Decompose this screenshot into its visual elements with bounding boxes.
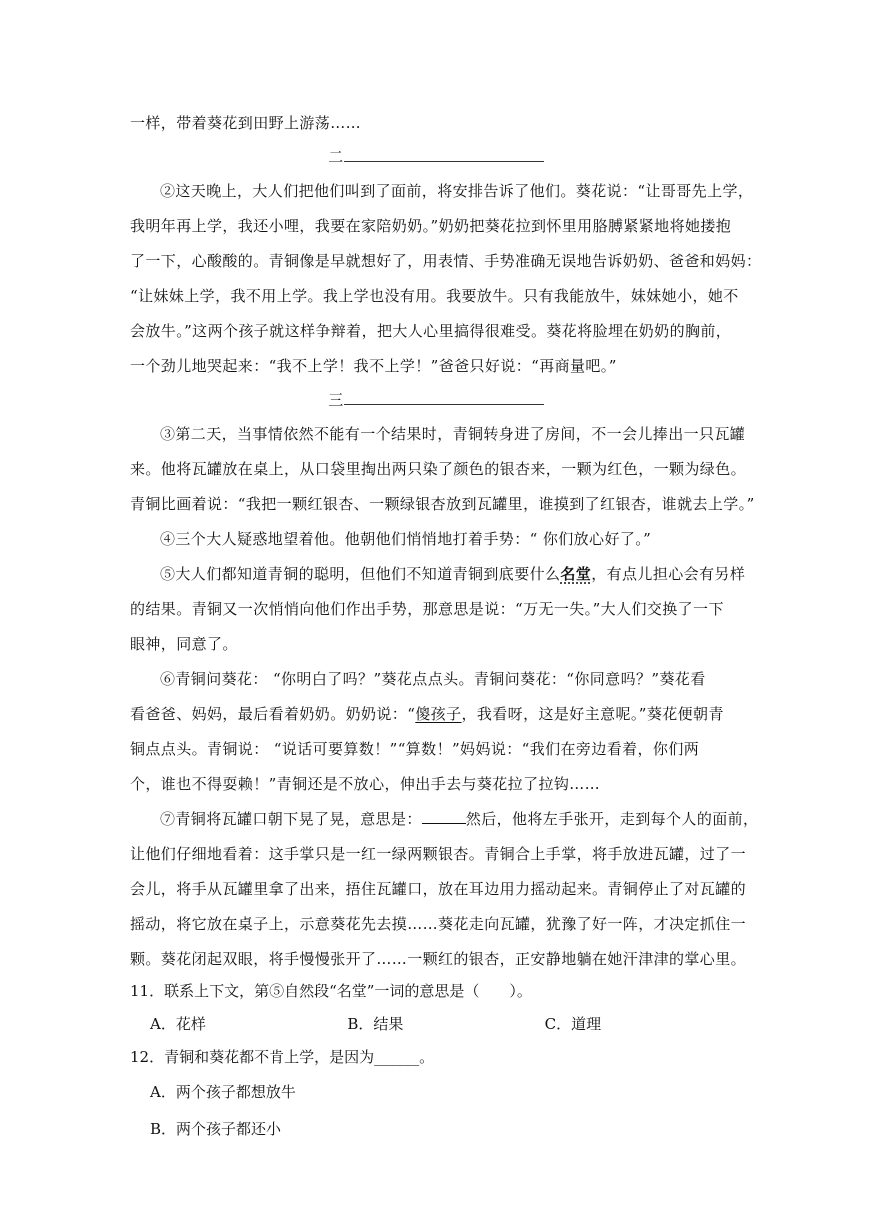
text-run: ，我看呀，这是好主意呢。”葵花便朝青 — [461, 705, 724, 723]
passage-line: 一样，带着葵花到田野上游荡…… — [130, 114, 362, 132]
question-12: 12．青铜和葵花都不肯上学，是因为______。 — [130, 1048, 435, 1066]
passage-line: 让他们仔细地看着：这手掌只是一红一绿两颗银杏。青铜合上手掌，将手放进瓦罐，过了一 — [130, 845, 747, 863]
passage-line: 一个劲儿地哭起来：“我不上学！我不上学！”爸爸只好说：“再商量吧。” — [130, 357, 617, 375]
passage-line: 颗。葵花闭起双眼，将手慢慢张开了……一颗红的银杏，正安静地躺在她汗津津的掌心里。 — [130, 950, 747, 968]
passage-line: 青铜比画着说：“我把一颗红银杏、一颗绿银杏放到瓦罐里，谁摸到了红银杏，谁就去上学。” — [130, 495, 755, 513]
emphasized-word: 名堂 — [560, 565, 592, 583]
title-blank[interactable] — [344, 144, 544, 162]
option-c[interactable]: C．道理 — [544, 1015, 602, 1033]
passage-line: 的结果。青铜又一次悄悄向他们作出手势，那意思是说：“万无一失。”大人们交换了一下 — [130, 600, 724, 618]
text-run: 然后，他将左手张开，走到每个人的面前， — [465, 810, 759, 828]
text-run: ⑦青铜将瓦罐口朝下晃了晃，意思是： — [160, 810, 422, 828]
question-11-options — [130, 1008, 742, 1041]
passage-line: 眼神，同意了。 — [130, 635, 238, 653]
option-a[interactable]: A．花样 — [150, 1015, 206, 1033]
text-run: ，有点儿担心会有另样 — [591, 565, 746, 583]
section-heading-3 — [130, 382, 742, 419]
underlined-word: 傻孩子 — [415, 705, 462, 723]
passage-line — [130, 559, 746, 590]
passage-line: 会儿，将手从瓦罐里拿了出来，捂住瓦罐口，放在耳边用力摇动起来。青铜停止了对瓦罐的 — [130, 880, 747, 898]
question-11: 11．联系上下文，第⑤自然段“名堂”一词的意思是（ ）。 — [130, 982, 532, 1000]
passage-line: ⑥青铜问葵花： “你明白了吗？”葵花点点头。青铜问葵花：“你同意吗？”葵花看 — [160, 670, 706, 688]
exam-page — [130, 108, 762, 1148]
section-number: 二 — [328, 148, 344, 166]
text-run: ⑤大人们都知道青铜的聪明，但他们不知道青铜到底要什么 — [160, 565, 561, 583]
passage-line: 来。他将瓦罐放在桌上，从口袋里掏出两只染了颜色的银杏来，一颗为红色，一颗为绿色。 — [130, 460, 747, 478]
passage-line: 我明年再上学，我还小哩，我要在家陪奶奶。”奶奶把葵花拉到怀里用胳膊紧紧地将她搂抱 — [130, 217, 732, 235]
passage-line: ④三个大人疑惑地望着他。他朝他们悄悄地打着手势：“ 你们放心好了。” — [160, 530, 652, 548]
answer-blank[interactable] — [422, 807, 466, 824]
title-blank[interactable] — [344, 387, 544, 405]
option-b[interactable]: B．两个孩子都还小 — [150, 1120, 282, 1138]
option-a[interactable]: A．两个孩子都想放牛 — [150, 1083, 296, 1101]
section-number: 三 — [328, 391, 344, 409]
passage-line: 个，谁也不得耍赖！”青铜还是不放心，伸出手去与葵花拉了拉钩…… — [130, 775, 601, 793]
passage-line — [130, 699, 742, 730]
passage-line: 会放牛。”这两个孩子就这样争辩着，把大人心里搞得很难受。葵花将脸埋在奶奶的胸前， — [130, 322, 732, 340]
passage-line: 铜点点头。青铜说： “说话可要算数！”“算数！”妈妈说：“我们在旁边看着，你们两 — [130, 740, 700, 758]
passage-line: ②这天晚上，大人们把他们叫到了面前，将安排告诉了他们。葵花说：“让哥哥先上学， — [160, 182, 754, 200]
section-heading-2 — [130, 139, 742, 176]
option-b[interactable]: B．结果 — [347, 1015, 404, 1033]
text-run: 看爸爸、妈妈，最后看着奶奶。奶奶说：“ — [130, 705, 416, 723]
passage-line: “让妹妹上学，我不用上学。我上学也没有用。我要放牛。只有我能放牛，妹妹她小，她不 — [130, 287, 739, 305]
passage-line: 了一下，心酸酸的。青铜像是早就想好了，用表情、手势准确无误地告诉奶奶、爸爸和妈妈： — [130, 252, 762, 270]
passage-line: 摇动，将它放在桌子上，示意葵花先去摸……葵花走向瓦罐，犹豫了好一阵，才决定抓住一 — [130, 915, 747, 933]
passage-line: ③第二天，当事情依然不能有一个结果时，青铜转身进了房间，不一会儿捧出一只瓦罐 — [160, 425, 746, 443]
passage-line — [130, 804, 759, 835]
